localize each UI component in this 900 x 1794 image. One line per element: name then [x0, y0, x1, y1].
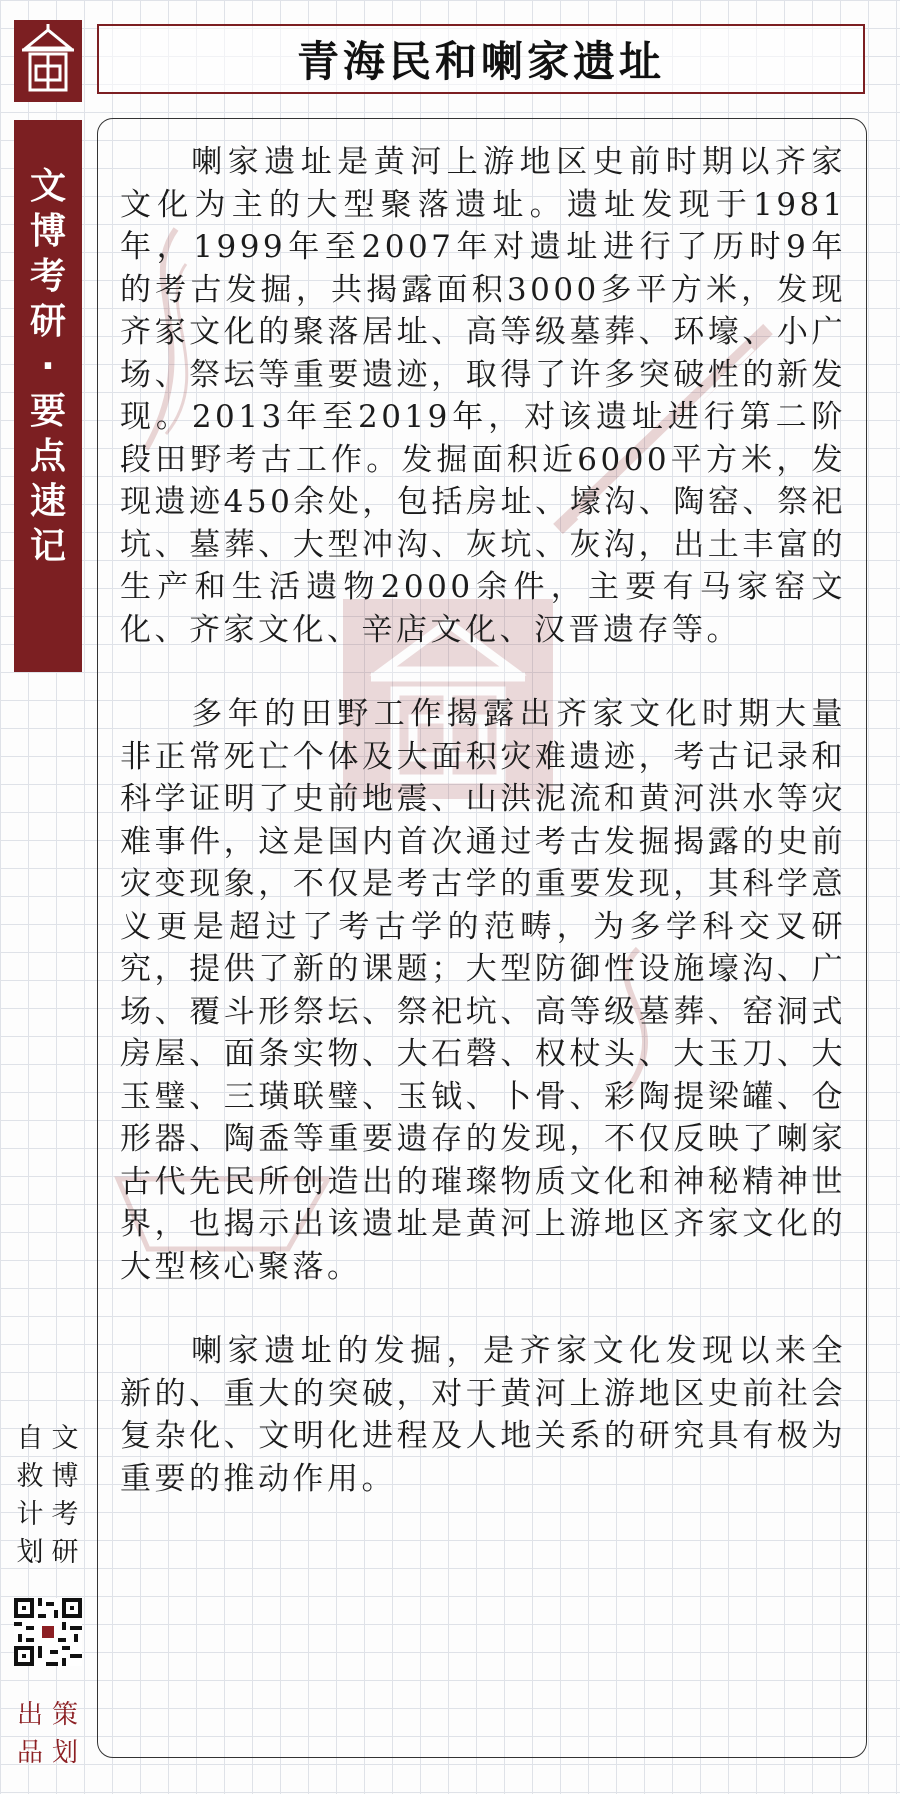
- credit-column-right: [49, 1420, 81, 1572]
- banner-char: 记: [29, 526, 66, 567]
- credit-char: 文: [51, 1423, 79, 1454]
- content-card: [97, 118, 867, 1758]
- credit-char: 考: [51, 1499, 79, 1530]
- credit-char: 计: [16, 1499, 44, 1530]
- credit-char: 研: [51, 1537, 79, 1568]
- paragraph: 喇家遗址的发掘，是齐家文化发现以来全新的、重大的突破，对于黄河上游地区史前社会复杂化、文明化进程及人地关系的研究具有极为重要的推动作用。: [120, 1333, 846, 1497]
- banner-char: 研: [29, 301, 66, 342]
- banner-char: 考: [29, 256, 66, 297]
- qr-code-icon[interactable]: [14, 1598, 82, 1666]
- banner-char: ·: [41, 346, 55, 387]
- credit-char: 自: [16, 1423, 44, 1454]
- article-body: [120, 141, 846, 1500]
- made-by-right: [49, 1696, 81, 1772]
- made-by-char: 品: [16, 1738, 43, 1768]
- page-title: 青海民和喇家遗址: [296, 37, 665, 86]
- paragraph: 多年的田野工作揭露出齐家文化时期大量非正常死亡个体及大面积灾难遗迹，考古记录和科学证明了史前地震、山洪泥流和黄河洪水等灾难事件，这是国内首次通过考古发掘揭露的史前灾变现象，不仅是考古学的重要发现，其科学意义更是超过了考古学的范畴，为多学科交叉研究，提供了新的课题；大型防御性设施壕沟、广场、覆斗形祭坛、祭祀坑、高等级墓葬、窑洞式房屋、面条实物、大石磬、权杖头、大玉刀、大玉璧、三璜联璧、玉钺、卜骨、彩陶提梁罐、仓形器、陶盉等重要遗存的发现，不仅反映了喇家古代先民所创造出的璀璨物质文化和神秘精神世界，也揭示出该遗址是黄河上游地区齐家文化的大型核心聚落。: [120, 696, 846, 1285]
- paragraph: 喇家遗址是黄河上游地区史前时期以齐家文化为主的大型聚落遗址。遗址发现于1981年，1999年至2007年对遗址进行了历时9年的考古发掘，共揭露面积3000多平方米，发现齐家文化的聚落居址、高等级墓葬、环壕、小广场、祭坛等重要遗迹，取得了许多突破性的新发现。2013年至2019年，对该遗址进行第二阶段田野考古工作。发掘面积近6000平方米，发现遗迹450余处，包括房址、壕沟、陶窑、祭祀坑、墓葬、大型冲沟、灰坑、灰沟，出土丰富的生产和生活遗物2000余件，主要有马家窑文化、齐家文化、辛店文化、汉晋遗存等。: [120, 144, 846, 648]
- page-title-box: [97, 24, 865, 94]
- credit-char: 划: [16, 1537, 44, 1568]
- banner-char: 博: [29, 211, 66, 252]
- credit-char: 救: [16, 1461, 44, 1492]
- credit-char: 博: [51, 1461, 79, 1492]
- made-by-char: 划: [51, 1738, 78, 1768]
- banner-char: 要: [29, 391, 66, 432]
- banner-char: 速: [29, 481, 66, 522]
- made-by-left: [14, 1696, 46, 1772]
- banner-char: 点: [29, 436, 66, 477]
- made-by-char: 出: [16, 1700, 43, 1730]
- seal-logo-icon: [14, 20, 82, 102]
- credit-column-left: [14, 1420, 46, 1572]
- banner-char: 文: [29, 166, 66, 207]
- made-by-char: 策: [51, 1700, 78, 1730]
- side-banner: [14, 120, 82, 672]
